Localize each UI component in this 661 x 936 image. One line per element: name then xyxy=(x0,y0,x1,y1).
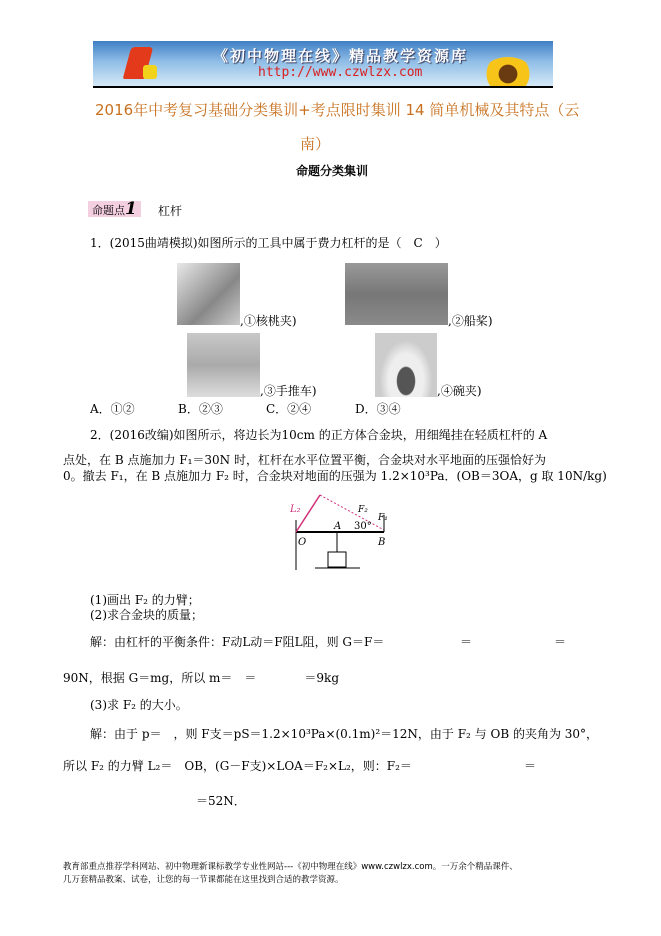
q2-solution2-line2: 90N，根据 G＝mg，所以 m＝ ＝ ＝9kg xyxy=(63,671,340,685)
q1-caption-3: ,③手推车) xyxy=(260,384,317,398)
label-l2: L₂ xyxy=(290,504,301,515)
q2-solution2-line1: 解：由杠杆的平衡条件：F动L动＝F阻L阻，则 G＝F＝ xyxy=(90,635,385,649)
banner-title: 《初中物理在线》精品教学资源库 xyxy=(213,47,469,65)
q2-sub3: (3)求 F₂ 的大小。 xyxy=(90,698,188,712)
label-b: B xyxy=(378,537,386,548)
topic-badge xyxy=(88,201,141,217)
label-a: A xyxy=(334,521,342,532)
label-angle: 30° xyxy=(354,521,372,532)
topic-label: 杠杆 xyxy=(158,204,183,218)
q2-sub1: (1)画出 F₂ 的力臂； xyxy=(90,593,200,607)
bowl-clip-image xyxy=(375,333,437,397)
q1-stem: 1．(2015曲靖模拟)如图所示的工具中属于费力杠杆的是（ C ） xyxy=(90,236,447,250)
section-heading: 命题分类集训 xyxy=(296,164,369,178)
alloy-block xyxy=(328,552,346,567)
q1-option-a: A．①② xyxy=(90,402,135,416)
doc-title-line2: 南） xyxy=(300,135,331,153)
q2-line1: 2．(2016改编)如图所示，将边长为10cm 的正方体合金块，用细绳挂在轻质杠杆的 A xyxy=(90,428,548,442)
footer-line2: 几万套精品教案、试卷，让您的每一节课都能在这里找到合适的教学资源。 xyxy=(63,875,344,885)
q1-caption-4: ,④碗夹) xyxy=(437,384,482,398)
q1-caption-2: ,②船桨) xyxy=(448,314,493,328)
lever-diagram xyxy=(290,490,390,575)
q2-solution3-eq: ＝ xyxy=(524,759,537,773)
header-banner xyxy=(93,41,553,88)
label-f2: F₂ xyxy=(358,505,368,515)
paddle-image xyxy=(345,263,448,325)
banner-url: http://www.czwlzx.com xyxy=(258,65,423,80)
q2-line2: 点处，在 B 点施加力 F₁＝30N 时，杠杆在水平位置平衡，合金块对水平地面的压强恰好为 xyxy=(63,453,546,467)
q2-solution3-line3: ＝52N． xyxy=(196,794,246,808)
label-o: O xyxy=(298,537,307,548)
q2-solution3-line2: 所以 F₂ 的力臂 L₂＝ OB，(G－F支)×LOA＝F₂×L₂，则：F₂＝ xyxy=(63,759,412,773)
q2-line3: 0。撤去 F₁，在 B 点施加力 F₂ 时，合金块对地面的压强为 1.2×10³Pa．(OB＝3OA，g 取 10N/kg) xyxy=(63,469,607,483)
topic-badge-label: 命题点 xyxy=(92,204,125,217)
force-line-f2 xyxy=(320,495,384,530)
nutcracker-image xyxy=(177,263,240,325)
footer-line1: 教育部重点推荐学科网站、初中物理新课标教学专业性网站---《初中物理在线》www.czwlzx.com。一万余个精品课件、 xyxy=(63,862,518,872)
q2-sub2: (2)求合金块的质量； xyxy=(90,608,203,622)
wheelbarrow-image xyxy=(187,333,260,397)
logo-accent-icon xyxy=(143,65,157,79)
q1-caption-1: ,①核桃夹) xyxy=(240,314,297,328)
q1-option-c: C．②④ xyxy=(266,402,312,416)
q1-option-b: B．②③ xyxy=(178,402,223,416)
q1-option-d: D．③④ xyxy=(355,402,401,416)
q2-solution3-line1: 解：由于 p＝ ，则 F支＝pS＝1.2×10³Pa×(0.1m)²＝12N，由于 F₂ 与 OB 的夹角为 30°， xyxy=(90,727,599,741)
doc-title-line1: 2016年中考复习基础分类集训+考点限时集训 14 简单机械及其特点（云 xyxy=(95,101,580,119)
q2-solution2-eq1: ＝ xyxy=(460,635,473,649)
topic-number: 1 xyxy=(125,199,137,219)
q2-solution2-eq2: ＝ xyxy=(554,635,567,649)
label-f1: F₁ xyxy=(378,513,388,523)
sunflower-icon xyxy=(483,57,533,88)
